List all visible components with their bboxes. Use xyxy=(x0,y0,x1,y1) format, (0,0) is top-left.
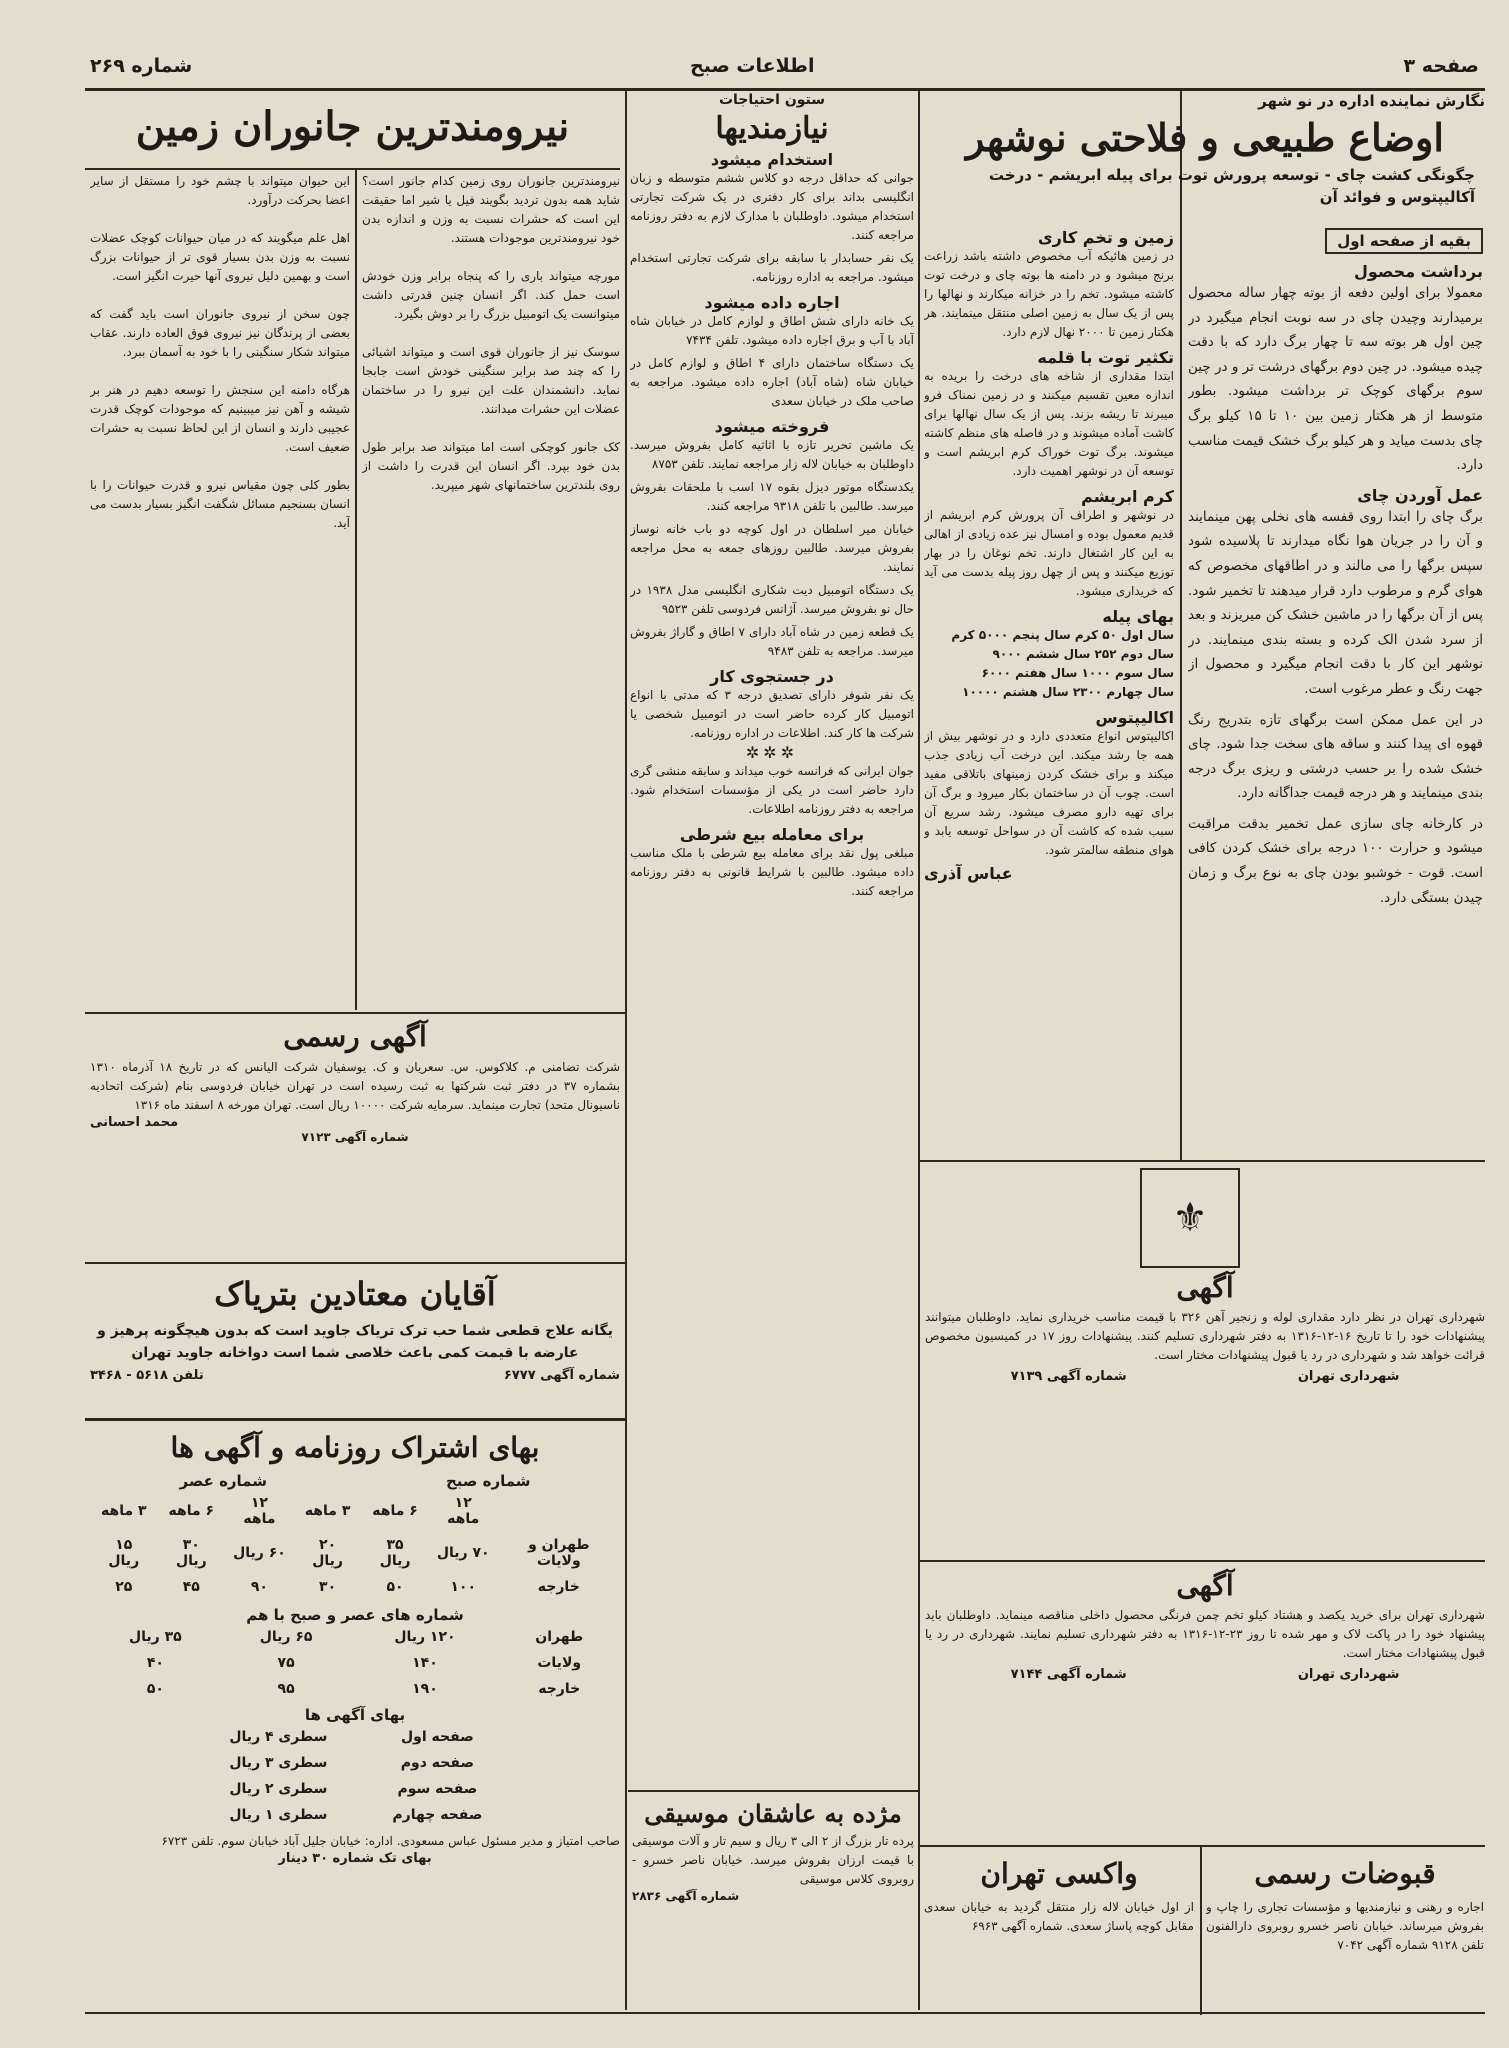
music-ad-title: مژده به عاشقان موسیقی xyxy=(644,1799,902,1828)
row-label: ولایات xyxy=(537,1655,582,1671)
table-cell: ۷۰ ریال xyxy=(436,1545,490,1561)
combined-edition-label: شماره های عصر و صبح با هم xyxy=(246,1606,464,1624)
table-cell: ۴۰ xyxy=(146,1655,164,1671)
edition-labels xyxy=(90,1472,620,1490)
classified-ad: یک ماشین تحریر تازه با اثاثیه کامل بفروش میرسد. داوطلبان به خیابان لاله زار مراجعه نمایند. تلفن ۸۷۵۳ xyxy=(630,438,914,471)
section-rule xyxy=(918,1560,1485,1562)
classified-ad: جوانی که حداقل درجه دو کلاس ششم متوسطه و زبان انگلیسی بداند برای کار دفتری در یک شرکت تجارتی استخدام میشود. داوطلبان با مدارک لازم به دفتر روزنامه مراجعه کنند. xyxy=(630,171,914,242)
table-row xyxy=(90,1624,620,1650)
article-animals-col-left xyxy=(90,172,350,1007)
article-kicker: نگارش نماینده اداره در نو شهر xyxy=(1258,92,1485,110)
article-animals-col-right xyxy=(362,172,620,1007)
paragraph: این حیوان میتواند با چشم خود را مستقل از سایر اعضا بحرکت درآورد. اهل علم میگویند که در میان حیوانات کوچک عضلات نسبت به وزن بدن بسیار قوی تر از حیوانات بزرگ است و بهمین دلیل نیروی آنها حیرت انگیز است. چون سخن از نیروی جانوران است باید گفت که بعضی از پرندگان نیز نیروی فوق العاده دارند. عقاب میتواند شکار سنگینی را با خود به آسمان ببرد. هرگاه دامنه این سنجش را توسعه دهیم در هنر بر شیشه و آهن نیز میبینیم که موجودات کوچک قدرت عجیبی دارند و انسان از این لحاظ نسبت به حشرات ضعیف است. بطور کلی چون مقیاس نیرو و قدرت حیوانات را با انسان بسنجیم مسائل شگفت انگیز بسیار بدست می آید. xyxy=(90,174,350,530)
table-header: ۶ ماهه xyxy=(168,1503,215,1519)
table-cell xyxy=(498,1490,620,1532)
table-row xyxy=(90,1574,620,1600)
notice-footer xyxy=(925,1369,1485,1384)
section-label: کرم ابریشم xyxy=(1081,487,1174,506)
table-cell: ۳۰ xyxy=(319,1579,337,1595)
header-rule xyxy=(85,88,1485,91)
table-header: ۱۲ ماهه xyxy=(447,1495,480,1527)
classified-ad: یک نفر شوفر دارای تصدیق درجه ۳ که مدتی با انواع اتومبیل کار کرده حاضر است در اتومبیل شخصی یا شرکت ها کار کند. اطلاعات در اداره روزنامه. xyxy=(630,688,914,740)
table-row xyxy=(90,1676,620,1702)
table-cell: ۱۴۰ xyxy=(412,1655,438,1671)
opium-ad-body: یگانه علاج قطعی شما حب ترک تریاک جاوید است که بدون هیچگونه پرهیز و عارضه با قیمت کمی باعث خلاصی شما است دواخانه جاوید تهران xyxy=(97,1323,613,1361)
paragraph: برگ چای را ابتدا روی قفسه های نخلی پهن مینمایند و آن را در جریان هوا نگاه میدارند تا پلاسیده شود سپس برگها را می مالند و در اطاقهای مخصوص که هوای گرم و مرطوب دارد قرار میدهند تا تخمیر شود. پس از آن برگها را در ماشین خشک کن میریزند و بعد از سرد شدن الک کرده و بسته بندی مینمایند. در نوشهر این کار با دقت انجام میگیرد و محصول از جهت رنگ و عطر مرغوب است. xyxy=(1188,508,1483,697)
classified-ad: یک دستگاه ساختمان دارای ۴ اطاق و لوازم کامل در خیابان شاه (شاه آباد) اجاره داده میشود. مراجعه به صاحب ملک در خیابان سعدی xyxy=(630,356,914,408)
table-cell: ۷۵ xyxy=(277,1655,295,1671)
issue-number: شماره ۲۶۹ xyxy=(90,55,193,77)
official-notice-signature: محمد احسانی xyxy=(90,1115,179,1130)
list-item: سال دوم ۲۵۲ سال ششم ۹۰۰۰ xyxy=(992,647,1174,661)
municipal-emblem: ⚜ xyxy=(1140,1168,1240,1268)
classified-ad: خیابان میر اسلطان در اول کوچه دو باب خانه نوساز بفروش میرسد. طالبین روزهای جمعه به محل مراجعه نمایند. xyxy=(630,522,914,574)
notice-footer xyxy=(925,1667,1485,1682)
list-item: سال اول ۵۰ کرم سال پنجم ۵۰۰۰ کرم xyxy=(951,628,1174,642)
section-label: اکالیپتوس xyxy=(1095,708,1174,727)
article-subtitle: چگونگی کشت چای - توسعه پرورش توت برای پیله ابریشم - درخت آکالیپتوس و فوائد آن xyxy=(988,166,1475,206)
official-notice xyxy=(90,1016,620,1261)
article-headline: اوضاع طبیعی و فلاحتی نوشهر xyxy=(966,115,1444,160)
paragraph: در زمین هائیکه آب مخصوص داشته باشد زراعت برنج میشود و در دامنه ها بوته چای و درخت توت کاشته میشود. تخم را در خزانه میکارند و نهالها را پس از یک سال به زمین اصلی منتقل مینمایند. هر هکتار زمین تا ۲۰۰۰ نهال لازم دارد. xyxy=(924,249,1174,339)
row-label: خارجه xyxy=(538,1681,581,1697)
table-cell: ۲۰ ریال xyxy=(312,1537,343,1569)
notice-body: شهرداری تهران در نظر دارد مقداری لوله و زنجیر آهن ۳۲۶ با قیمت مناسب خریداری نماید. داوطلبان میتوانند پیشنهادات خود را تا تاریخ ۱۶-۱۲-۱۳۱۶ به دفتر شهرداری تسلیم کنند. پیشنهادات روز ۱۷ در کمیسیون مخصوص قرائت خواهد شد و شهرداری در رد یا قبول پیشنهادات مختار است. xyxy=(925,1310,1485,1362)
table-cell: سطری ۴ ریال xyxy=(229,1729,328,1745)
classified-ad: یک قطعه زمین در شاه آباد دارای ۷ اطاق و گاراژ بفروش میرسد. مراجعه به تلفن ۹۴۸۳ xyxy=(630,625,914,658)
list-item: سال سوم ۱۰۰۰ سال هفتم ۶۰۰۰ xyxy=(981,666,1174,680)
paragraph: نیرومندترین جانوران روی زمین کدام جانور است؟ شاید همه بدون تردید بگویند فیل یا شیر اما حقیقت این است که حشرات نسبت به وزن و اندازه بدن خود نیرومندترین موجودات هستند. مورچه میتواند باری را که پنجاه برابر وزن خودش است حمل کند. اگر انسان چنین قدرتی داشت میتوانست یک اتومبیل بزرگ را بر دوش بگیرد. سوسک نیز از جانوران قوی است و میتواند اشیائی را که چند صد برابر سنگینی خودش است جابجا نماید. دانشمندان علت این نیرو را در ساختمان عضلات این حشرات میدانند. کک جانور کوچکی است اما میتواند صد برابر طول بدن خود بپرد. اگر انسان این قدرت را داشت از روی بلندترین ساختمانهای شهر میپرید. xyxy=(362,174,620,492)
subscription-title: بهای اشتراک روزنامه و آگهی ها xyxy=(170,1431,540,1464)
table-row xyxy=(90,1650,620,1676)
morning-edition-label: شماره صبح xyxy=(445,1472,531,1490)
section-label: برای معامله بیع شرطی xyxy=(679,825,865,844)
ad-number: شماره آگهی ۲۸۳۶ xyxy=(632,1889,740,1903)
ad-rates-title: بهای آگهی ها xyxy=(304,1706,406,1724)
table-header: ۱۲ ماهه xyxy=(243,1495,276,1527)
notice-body: شهرداری تهران برای خرید یکصد و هشتاد کیلو تخم چمن فرنگی محصول داخلی مناقصه مینماید. داوطلبان باید پیشنهاد خود را در پاکت لاک و مهر شده تا روز ۲۳-۱۲-۱۳۱۶ به دفتر شهرداری تسلیم نمایند. شهرداری در رد یا قبول پیشنهادات مختار است. xyxy=(925,1608,1485,1660)
phone-number: تلفن ۵۶۱۸ - ۳۴۶۸ xyxy=(90,1368,204,1383)
table-cell: ۱۹۰ xyxy=(412,1681,438,1697)
subscription-rates xyxy=(90,1424,620,2014)
classifieds xyxy=(630,92,914,2007)
subscription-table xyxy=(90,1490,620,1600)
section-rule xyxy=(918,1160,1485,1162)
ad-number: شماره آگهی ۷۱۳۹ xyxy=(1010,1369,1127,1384)
table-cell: ۶۰ ریال xyxy=(233,1545,286,1561)
classified-ad: یک خانه دارای شش اطاق و لوازم کامل در خیابان شاه آباد با آب و برق اجاره داده میشود. تلفن ۷۴۳۴ xyxy=(630,314,914,347)
table-header: ۳ ماهه xyxy=(101,1503,147,1519)
ad-number: شماره آگهی ۷۱۲۳ xyxy=(301,1130,409,1144)
row-label: خارجه xyxy=(537,1579,580,1595)
section-rule xyxy=(85,1012,625,1014)
table-cell: ۳۵ ریال xyxy=(379,1537,411,1569)
table-cell: ۱۰۰ xyxy=(450,1579,477,1595)
opium-ad-footer xyxy=(90,1368,620,1383)
table-cell: ۳۵ ریال xyxy=(129,1629,182,1645)
page-number-right: صفحه ۳ xyxy=(1403,55,1479,77)
list-item: سال چهارم ۲۳۰۰ سال هشتم ۱۰۰۰۰ xyxy=(962,685,1174,699)
column-divider xyxy=(918,90,920,2010)
row-label: طهران xyxy=(535,1629,584,1645)
list-title: بهای پیله xyxy=(1102,607,1174,626)
section-rule xyxy=(85,1418,625,1421)
table-cell: صفحه سوم xyxy=(397,1781,478,1797)
classified-ad: یکدستگاه موتور دیزل بقوه ۱۷ اسب با ملحقات بفروش میرسد. طالبین با تلفن ۹۳۱۸ مراجعه کنند. xyxy=(630,480,914,513)
ornament: ✲✲✲ xyxy=(745,743,799,762)
section-rule xyxy=(628,1790,918,1792)
section-label: تکثیر توت با قلمه xyxy=(1037,348,1174,367)
column-divider xyxy=(625,90,627,2010)
table-cell: سطری ۲ ریال xyxy=(229,1781,328,1797)
section-rule xyxy=(85,1262,625,1264)
section-label: اجاره داده میشود xyxy=(704,293,840,312)
table-row xyxy=(196,1802,514,1828)
evening-edition-label: شماره عصر xyxy=(179,1472,267,1490)
table-row xyxy=(196,1776,514,1802)
table-cell: صفحه دوم xyxy=(400,1755,474,1771)
table-row xyxy=(90,1532,620,1574)
section-label: برداشت محصول xyxy=(1353,262,1483,281)
section-label: فروخته میشود xyxy=(714,417,830,436)
article-headline: نیرومندترین جانوران زمین xyxy=(135,103,570,150)
masthead-title: اطلاعات صبح xyxy=(690,55,815,77)
classified-ad: جوان ایرانی که فرانسه خوب میداند و سابقه منشی گری دارد حاضر است در یکی از مؤسسات استخدام شود. مراجعه به دفتر روزنامه اطلاعات. xyxy=(630,764,914,816)
section-label: زمین و تخم کاری xyxy=(1038,228,1174,247)
paragraph: ابتدا مقداری از شاخه های درخت را بریده به اندازه معین تقسیم میکنند و در زمین نمناک فرو میبرند تا ریشه بزند. پس از یک سال نهالها برای کاشت آماده میشوند و در فاصله های منظم کاشته میشوند. برگ توت خوراک کرم ابریشم است و توسعه آن در نوشهر اهمیت دارد. xyxy=(924,369,1174,478)
table-cell: ۴۵ xyxy=(182,1579,200,1595)
footer-rule xyxy=(85,2012,1485,2014)
table-cell: ۹۰ xyxy=(250,1579,268,1595)
paragraph: در این عمل ممکن است برگهای تازه بتدریج رنگ قهوه ای پیدا کنند و ساقه های سخت جدا شود. چای خشک شده را بر حسب درشتی و ریزی برگ درجه بندی مینمایند و هر درجه قیمت جداگانه دارد. xyxy=(1188,711,1483,802)
receipts-body: اجاره و رهنی و نیازمندیها و مؤسسات تجاری را چاپ و بفروش میرساند. خیابان ناصر خسرو روبروی دارالفنون تلفن ۹۱۲۸ شماره آگهی ۷۰۴۲ xyxy=(1206,1900,1484,1952)
article-animals-headline xyxy=(85,92,620,167)
municipal-notice-2 xyxy=(925,1566,1485,1816)
notice-title: آگهی xyxy=(1176,1271,1234,1304)
notice-signature: شهرداری تهران xyxy=(1297,1369,1400,1384)
official-notice-body: شرکت تضامنی م. کلاکوس. س. سعریان و ک. یوسفیان شرکت الیانس که در تاریخ ۱۸ آذرماه ۱۳۱۰ بشماره ۳۷ در دفتر ثبت شرکتها به ثبت رسیده است در تهران خیابان فردوسی بنام (شرکت اتحادیه ناسیونال متحد) تجارت مینماید. سرمایه شرکت ۱۰۰۰۰ ریال است. تهران مورخه ۸ اسفند ماه ۱۳۱۶ xyxy=(90,1060,620,1112)
official-notice-title: آگهی رسمی xyxy=(283,1020,427,1053)
paragraph: در کارخانه چای سازی عمل تخمیر بدقت مراقبت میشود و حرارت ۱۰۰ درجه برای خشک کردن کافی است. قوت - خوشبو بودن چای به نوع برگ و زمان چیدن بستگی دارد. xyxy=(1188,815,1483,906)
column-divider xyxy=(1200,1845,1202,2015)
publisher-info: صاحب امتیاز و مدیر مسئول عباس مسعودی. اداره: خیابان جلیل آباد خیابان سوم. تلفن ۶۷۲۳ xyxy=(161,1834,620,1848)
table-cell: ۵۰ xyxy=(146,1681,164,1697)
shoeshine-ad xyxy=(924,1850,1194,2010)
table-cell: سطری ۱ ریال xyxy=(229,1807,328,1823)
section-label: استخدام میشود xyxy=(710,150,834,169)
opium-ad-title: آقایان معتادین بتریاک xyxy=(214,1275,496,1313)
table-cell: صفحه اول xyxy=(401,1729,474,1745)
classified-ad: یک نفر حسابدار با سابقه برای شرکت تجارتی استخدام میشود. مراجعه به اداره روزنامه. xyxy=(630,251,914,284)
section-label: در جستجوی کار xyxy=(710,667,834,686)
article-farming-col2 xyxy=(924,228,1174,1158)
classified-ad: یک دستگاه اتومبیل دیت شکاری انگلیسی مدل ۱۹۳۸ در حال نو بفروش میرسد. آژانس فردوسی تلفن ۹۵۲۳ xyxy=(630,583,914,616)
opium-cure-ad xyxy=(90,1268,620,1413)
column-header: ستون احتیاجات xyxy=(718,92,826,108)
ad-number: شماره آگهی ۶۷۷۷ xyxy=(503,1368,620,1383)
headline-rule xyxy=(85,168,620,170)
paragraph: معمولا برای اولین دفعه از بوته چهار ساله محصول برمیدارند وچیدن چای در سه نوبت انجام میگیرد در چین اول هر بوته سه تا چهار برگ دارد که با دقت چیده میشود. در چین دوم برگهای درشت تر و در چین سوم برگهای کوچک تر برداشت میشود. بطور متوسط از هر هکتار زمین بین ۱۰ تا ۱۵ کیلو برگ چای بدست میاید و هر کیلو برگ خشک قیمت مناسب دارد. xyxy=(1188,285,1483,474)
official-receipts-ad xyxy=(1206,1850,1484,2010)
column-divider xyxy=(355,170,357,1010)
music-ad-body: پرده تار بزرگ از ۲ الی ۳ ریال و سیم تار و آلات موسیقی با قیمت ارزان بفروش میرسد. خیابان ناصر خسرو - روبروی کلاس موسیقی xyxy=(632,1834,915,1886)
table-cell: ۹۵ xyxy=(277,1681,295,1697)
table-cell: ۶۵ ریال xyxy=(259,1629,313,1645)
table-cell: ۵۰ xyxy=(386,1579,404,1595)
table-cell: ۲۵ xyxy=(115,1579,133,1595)
section-label: عمل آوردن چای xyxy=(1357,485,1483,505)
notice-title: آگهی xyxy=(1176,1569,1234,1602)
article-farming-col1 xyxy=(1188,228,1483,1158)
table-row xyxy=(196,1724,514,1750)
table-cell: ۱۲۰ ریال xyxy=(394,1629,456,1645)
shoeshine-title: واکسی تهران xyxy=(980,1857,1138,1890)
author-signature: عباس آذری xyxy=(924,864,1013,883)
table-row xyxy=(196,1750,514,1776)
notice-signature: شهرداری تهران xyxy=(1297,1667,1400,1682)
receipts-title: قبوضات رسمی xyxy=(1254,1857,1436,1890)
classified-ad: مبلغی پول نقد برای معامله بیع شرطی با ملک مناسب داده میشود. طالبین با شرایط قانونی به دفتر روزنامه مراجعه کنند. xyxy=(630,846,914,898)
paragraph: در نوشهر و اطراف آن پرورش کرم ابریشم از قدیم معمول بوده و امسال نیز عده زیادی از اهالی به این کار اشتغال دارند. تخم نوغان را در بهار توزیع میکنند و پس از چهل روز پیله بدست می آید که خریداری میشود. xyxy=(924,508,1174,598)
row-label: طهران و ولایات xyxy=(528,1537,590,1569)
table-cell: صفحه چهارم xyxy=(392,1807,483,1823)
single-copy-price: بهای تک شماره ۳۰ دینار xyxy=(278,1851,432,1866)
classifieds-title: نیازمندیها xyxy=(715,111,829,146)
ad-rates-table xyxy=(196,1724,514,1828)
price-list xyxy=(924,626,1174,702)
table-cell: سطری ۳ ریال xyxy=(229,1755,328,1771)
table-header-row xyxy=(90,1490,620,1532)
table-cell: ۳۰ ریال xyxy=(175,1537,207,1569)
table-header: ۶ ماهه xyxy=(372,1503,418,1519)
music-ad xyxy=(632,1796,914,1996)
shoeshine-body: از اول خیابان لاله زار منتقل گردید به خیابان سعدی مقابل کوچه پاساژ سعدی. شماره آگهی ۶۹۶۳ xyxy=(924,1900,1194,1933)
combined-table xyxy=(90,1624,620,1702)
ad-number: شماره آگهی ۷۱۴۴ xyxy=(1010,1667,1127,1682)
continued-label: بقیه از صفحه اول xyxy=(1325,228,1483,254)
table-cell: ۱۵ ریال xyxy=(108,1537,140,1569)
table-header: ۳ ماهه xyxy=(304,1503,351,1519)
municipal-notice-1 xyxy=(925,1268,1485,1588)
paragraph: اکالیپتوس انواع متعددی دارد و در نوشهر بیش از همه جا رشد میکند. این درخت آب زیادی جذب میکند و برای خشک کردن زمینهای باتلاقی مفید است. چوب آن در ساختمان بکار میرود و برگ آن برای تهیه دارو مصرف میشود. رشد سریع آن سبب شده که کاشت آن در سواحل توسعه یابد و هوای منطقه سالمتر شود. xyxy=(924,729,1174,857)
